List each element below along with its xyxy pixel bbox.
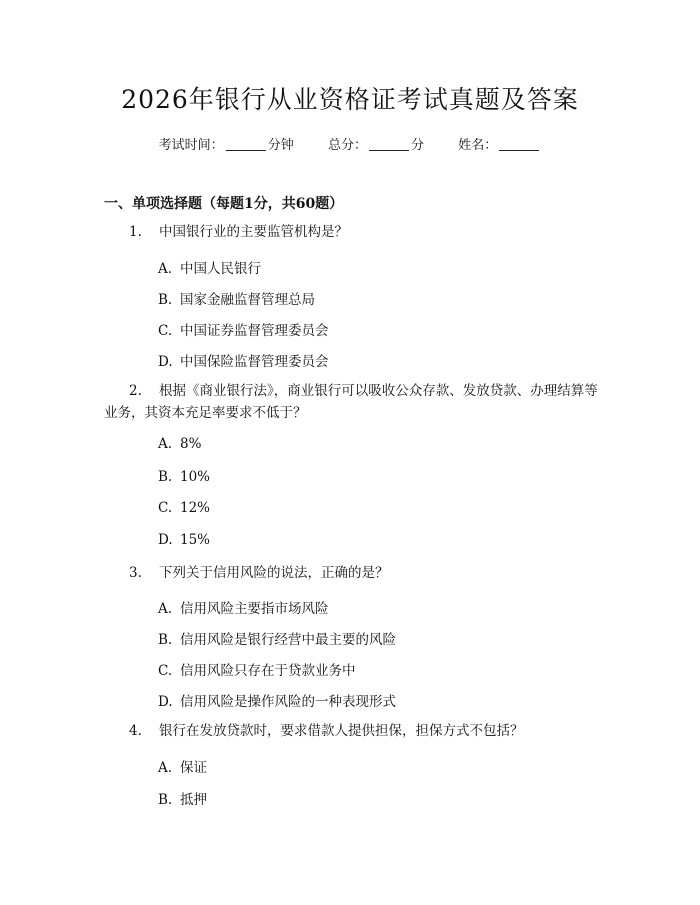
option (158, 532, 210, 548)
question-number: 1. (129, 224, 142, 240)
option-letter: C. (158, 500, 173, 516)
question (104, 720, 600, 742)
question (104, 221, 600, 243)
option-text: 信用风险主要指市场风险 (180, 601, 329, 617)
option (158, 436, 201, 452)
score-unit: 分 (411, 138, 425, 153)
time-label: 考试时间： (158, 138, 224, 153)
question-text: 根据《商业银行法》，商业银行可以吸收公众存款、发放贷款、办理结算等业务，其资本充足率要求不低于？ (104, 383, 598, 421)
question-number: 3. (129, 565, 142, 581)
option-letter: D. (158, 694, 173, 710)
option-letter: C. (158, 663, 173, 679)
option-letter: C. (158, 323, 173, 339)
option-letter: D. (158, 532, 173, 548)
option-text: 15% (180, 532, 211, 548)
score-blank (369, 138, 409, 151)
option (158, 788, 207, 808)
option (158, 257, 261, 277)
option-text: 信用风险只存在于贷款业务中 (180, 663, 356, 679)
option (158, 319, 329, 339)
option-letter: A. (158, 261, 173, 277)
question-number: 4. (129, 723, 142, 739)
question (104, 562, 600, 584)
option-text: 中国人民银行 (180, 261, 261, 277)
option-text: 中国保险监督管理委员会 (180, 354, 329, 370)
score-label: 总分： (327, 138, 367, 153)
option-letter: B. (158, 792, 173, 808)
question-text: 下列关于信用风险的说法，正确的是？ (159, 565, 389, 581)
name-blank (499, 138, 539, 151)
exam-meta (0, 134, 700, 153)
option-text: 抵押 (180, 792, 207, 808)
option-text: 信用风险是银行经营中最主要的风险 (180, 632, 396, 648)
page-title: 2026年银行从业资格证考试真题及答案 (121, 85, 579, 114)
option-letter: A. (158, 436, 173, 452)
option (158, 350, 329, 370)
section-heading: 一、单项选择题（每题1分，共60题） (104, 196, 344, 212)
question (104, 380, 600, 424)
option-text: 8% (180, 436, 202, 452)
option-text: 中国证券监督管理委员会 (180, 323, 329, 339)
option (158, 597, 329, 617)
option-letter: A. (158, 760, 173, 776)
question-number: 2. (129, 383, 142, 399)
option (158, 628, 396, 648)
option-text: 信用风险是操作风险的一种表现形式 (180, 694, 396, 710)
option (158, 690, 396, 710)
option-letter: B. (158, 632, 173, 648)
option (158, 288, 315, 308)
name-label: 姓名： (458, 138, 498, 153)
time-blank (226, 138, 266, 151)
time-unit: 分钟 (267, 138, 294, 153)
option (158, 659, 356, 679)
option (158, 756, 207, 776)
option-letter: B. (158, 292, 173, 308)
option-letter: B. (158, 469, 173, 485)
option-text: 12% (180, 500, 211, 516)
option (158, 469, 210, 485)
question-text: 银行在发放贷款时，要求借款人提供担保，担保方式不包括？ (159, 723, 524, 739)
option-text: 国家金融监督管理总局 (180, 292, 315, 308)
option (158, 500, 210, 516)
option-letter: D. (158, 354, 173, 370)
question-text: 中国银行业的主要监管机构是？ (159, 224, 348, 240)
option-letter: A. (158, 601, 173, 617)
option-text: 10% (180, 469, 211, 485)
option-text: 保证 (180, 760, 207, 776)
